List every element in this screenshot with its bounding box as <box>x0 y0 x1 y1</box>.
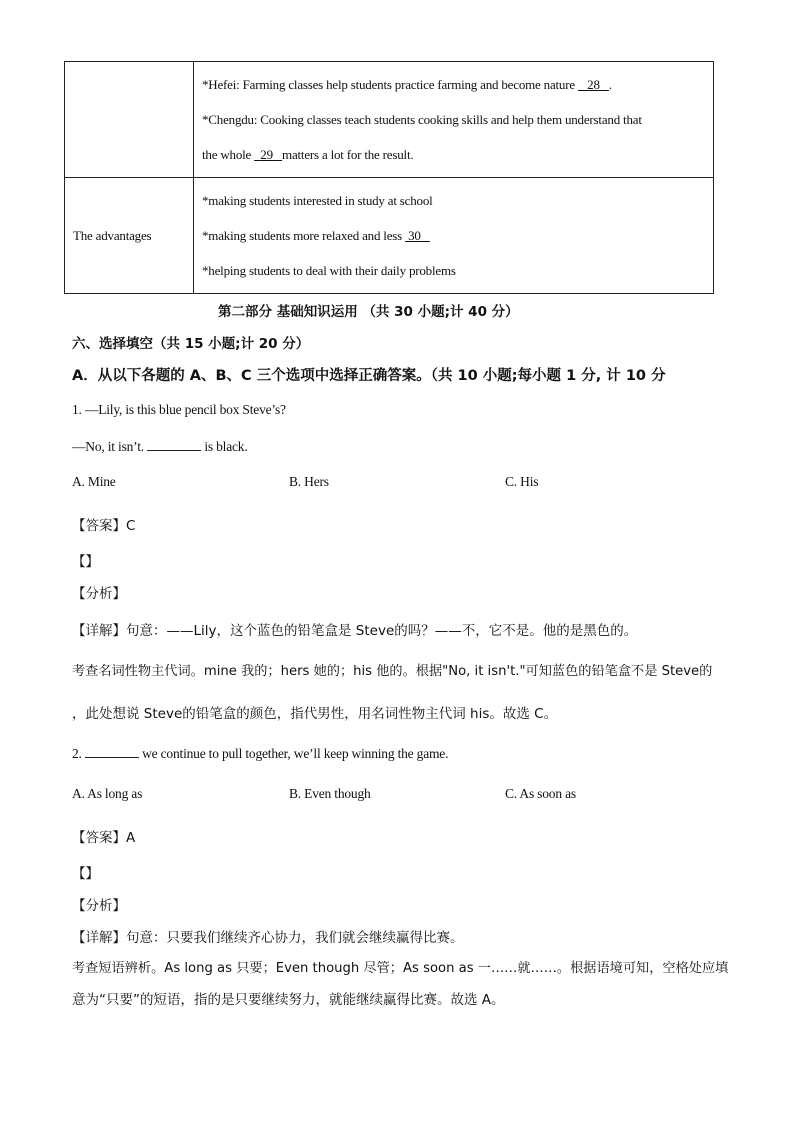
q1-option-b: B. Hers <box>289 474 329 489</box>
reading-table <box>64 61 714 294</box>
sectionA-title: A．从以下各题的 A、B、C 三个选项中选择正确答案。（共 10 小题;每小题 1 分, 计 10 分 <box>72 368 666 384</box>
blank-number: 30 <box>408 228 421 243</box>
q1-bracket: 【】 <box>72 554 99 570</box>
q1-stem-line2: —No, it isn’t. is black. <box>72 439 248 454</box>
q1-option-c: C. His <box>505 474 539 489</box>
q2-option-b: B. Even though <box>289 786 371 801</box>
section6-title: 六、选择填空（共 15 小题;计 20 分） <box>72 336 310 352</box>
table-line: *Chengdu: Cooking classes teach students cooking skills and help them understand that <box>202 112 642 127</box>
blank-number: 29 <box>260 147 273 162</box>
table-line: *Hefei: Farming classes help students practice farming and become nature 28 . <box>202 77 612 92</box>
row-label: The advantages <box>65 178 194 294</box>
blank-number: 28 <box>587 77 600 92</box>
q1-analysis: 【分析】 <box>72 586 126 602</box>
answer-blank <box>85 745 139 758</box>
table-line: the whole 29 matters a lot for the result. <box>202 147 414 162</box>
q2-explain-1: 考查短语辨析。As long as 只要；Even though 尽管；As soon as 一……就……。根据语境可知，空格处应填 <box>72 961 729 976</box>
q2-bracket: 【】 <box>72 866 99 882</box>
q1-option-a: A. Mine <box>72 474 116 489</box>
q1-explain-2: ，此处想说 Steve的铅笔盒的颜色，指代男性，用名词性物主代词 his。故选 C。 <box>72 706 558 722</box>
table-line: *making students more relaxed and less 30 <box>202 228 421 243</box>
q1-detail: 【详解】句意：——Lily，这个蓝色的铅笔盒是 Steve的吗？——不，它不是。他的是黑色的。 <box>72 623 638 639</box>
answer-blank <box>147 438 201 451</box>
part2-title: 第二部分 基础知识运用 （共 30 小题;计 40 分） <box>218 304 519 320</box>
q1-stem-line1: 1. —Lily, is this blue pencil box Steve’s? <box>72 402 286 417</box>
q2-option-a: A. As long as <box>72 786 143 801</box>
row-content <box>194 178 714 294</box>
q1-answer: 【答案】C <box>72 518 136 534</box>
q2-analysis: 【分析】 <box>72 898 126 914</box>
table-row <box>65 62 714 178</box>
q1-explain-1: 考查名词性物主代词。mine 我的；hers 她的；his 他的。根据"No, it isn't."可知蓝色的铅笔盒不是 Steve的 <box>72 664 713 679</box>
q2-answer: 【答案】A <box>72 830 136 846</box>
q2-option-c: C. As soon as <box>505 786 576 801</box>
table-line: *helping students to deal with their daily problems <box>202 263 456 278</box>
q2-detail: 【详解】句意：只要我们继续齐心协力，我们就会继续赢得比赛。 <box>72 930 464 946</box>
q2-explain-2: 意为“只要”的短语，指的是只要继续努力，就能继续赢得比赛。故选 A。 <box>72 992 505 1008</box>
row-content <box>194 62 714 178</box>
row-label <box>65 62 194 178</box>
q2-stem: 2. we continue to pull together, we’ll keep winning the game. <box>72 746 449 761</box>
table-row <box>65 178 714 294</box>
table-line: *making students interested in study at school <box>202 193 433 208</box>
